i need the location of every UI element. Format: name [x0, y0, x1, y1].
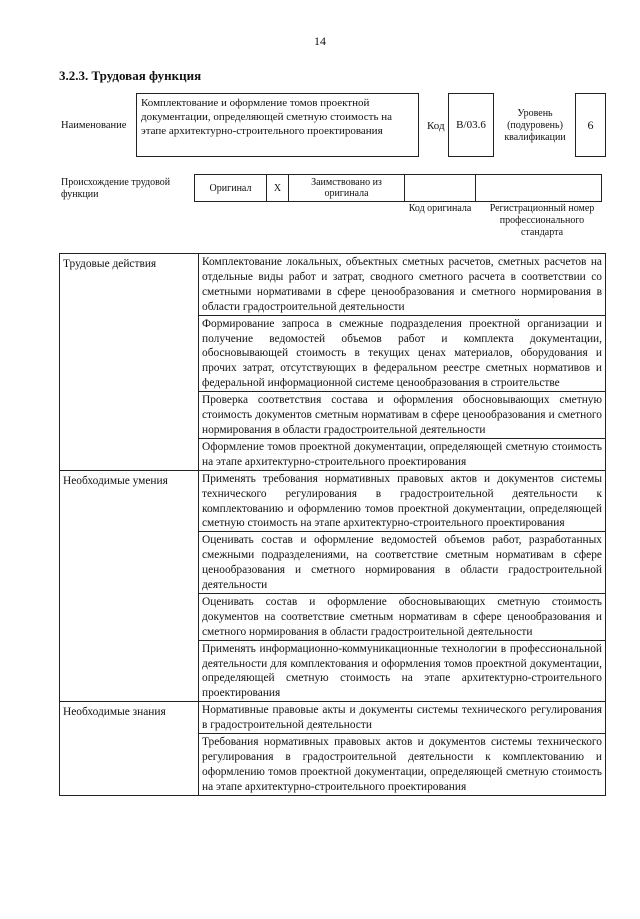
table-row: [60, 470, 606, 532]
table-row: [60, 702, 606, 734]
original-mark: X: [266, 174, 289, 202]
labor-action-item: Формирование запроса в смежные подразделения проектной организации и получение ведомостей объемов работ и комплекта документации, обосновывающей стоимость в текущих ценах материалов, оборудования и прочих затрат, отсутствующих в федеральном реестре сметных нормативов и федеральной информационной системе ценообразования в строительстве: [199, 315, 606, 392]
skills-heading: Необходимые умения: [60, 470, 199, 702]
labor-action-item: Комплектование локальных, объектных сметных расчетов, сметных расчетов на отдельные виды работ и затрат, сводного сметного расчета в соответствии со сметными нормативами в сфере ценообразования и сметного нормирования в области градостроительной деятельности: [199, 254, 606, 316]
name-label: Наименование: [61, 120, 127, 131]
labor-action-item: Проверка соответствия состава и оформления обосновывающих сметную стоимость документов сметным нормативам в сфере ценообразования и сметного нормирования в области градостроительной деятельности: [199, 392, 606, 439]
borrowed-label: Заимствовано из оригинала: [288, 174, 405, 202]
function-name-box: Комплектование и оформление томов проектной документации, определяющей сметную стоимость на этапе архитектурно-строительного проектирования: [136, 93, 419, 157]
level-value: 6: [575, 93, 606, 157]
original-code-cell: [404, 174, 476, 202]
code-label: Код: [427, 120, 445, 132]
origin-row: [195, 174, 602, 202]
table-row: [60, 254, 606, 316]
skill-item: Оценивать состав и оформление обосновывающих сметную стоимость документов на соответствие сметным нормативам в сфере ценообразования и сметного нормирования в области градостроительной деятельности: [199, 593, 606, 640]
labor-actions-heading: Трудовые действия: [60, 254, 199, 471]
section-title: 3.2.3. Трудовая функция: [59, 68, 202, 83]
skill-item: Применять информационно-коммуникационные технологии в профессиональной деятельности для комплектования и оформления томов проектной документации, определяющей сметную стоимость на этапе архитектурно-строительного проектирования: [199, 640, 606, 702]
labor-action-item: Оформление томов проектной документации, определяющей сметную стоимость на этапе архитектурно-строительного проектирования: [199, 438, 606, 470]
knowledge-heading: Необходимые знания: [60, 702, 199, 795]
page-number: 14: [314, 34, 326, 48]
origin-label: Происхождение трудовой функции: [61, 177, 171, 200]
reg-number-cell: [475, 174, 602, 202]
knowledge-item: Нормативные правовые акты и документы системы технического регулирования в градостроительной деятельности: [199, 702, 606, 734]
level-label: Уровень (подуровень) квалификации: [504, 108, 566, 143]
reg-number-label: Регистрационный номер профессионального стандарта: [489, 203, 595, 238]
knowledge-item: Требования нормативных правовых актов и документов системы технического регулирования в градостроительной деятельности к комплектованию и оформлению томов проектной документации, определяющей сметную стоимость на этапе архитектурно-строительного проектирования: [199, 734, 606, 796]
code-value: B/03.6: [448, 93, 494, 157]
original-code-label: Код оригинала: [408, 203, 472, 214]
skill-item: Применять требования нормативных правовых актов и документов системы технического регулирования в градостроительной деятельности к комплектованию и оформлению томов проектной документации, определяющей сметную стоимость на этапе архитектурно-строительного проектирования: [199, 470, 606, 532]
original-label: Оригинал: [194, 174, 267, 202]
skill-item: Оценивать состав и оформление ведомостей объемов работ, разработанных смежными подразделениями, на соответствие сметным нормативам в сфере ценообразования и сметного нормирования в области градостроительной деятельности: [199, 532, 606, 594]
function-table: [59, 253, 606, 796]
